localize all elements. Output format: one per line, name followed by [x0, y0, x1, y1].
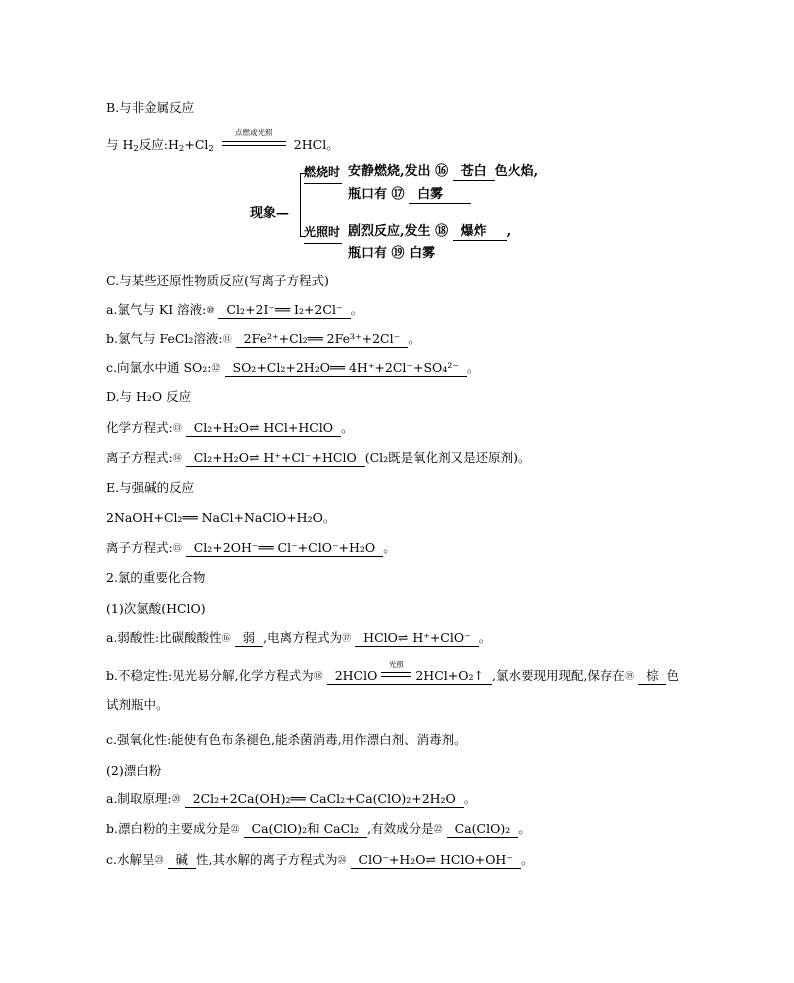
c-a-line: a.氯气与 KI 溶液:⑩ Cl₂+2I⁻══ I₂+2Cl⁻ 。 — [106, 302, 364, 317]
light-line-2: 瓶口有 ⑲ 白雾 — [348, 246, 436, 261]
reaction-condition: 点燃或光照 — [222, 141, 286, 146]
light-label: 光照时 — [304, 225, 341, 239]
c-c-line: c.向氯水中通 SO₂:⑫ SO₂+Cl₂+2H₂O══ 4H⁺+2Cl⁻+SO₄²⁻ 。 — [106, 360, 480, 375]
hclo-instability-line-2: 试剂瓶中。 — [106, 697, 169, 712]
h2-reaction-line: 与 $H_2$反应$:H_2+Cl_2$ 点燃或光照 2HCl。 — [106, 128, 339, 154]
d-chem-eq-line: 化学方程式:⑬ Cl₂+H₂O⇌ HCl+HClO 。 — [106, 420, 354, 435]
hclo-acidity-line: a.弱酸性:比碳酸酸性⑯ 弱 ,电离方程式为⑰ HClO⇌ H⁺+ClO⁻ 。 — [106, 630, 492, 645]
section-2-2-title: (2)漂白粉 — [106, 763, 162, 778]
hclo-oxidizing-line: c.强氧化性:能使有色布条褪色,能杀菌消毒,用作漂白剂、消毒剂。 — [106, 732, 467, 747]
bleach-principle-line: a.制取原理:⑳ 2Cl₂+2Ca(OH)₂══ CaCl₂+Ca(ClO)₂+2H₂O 。 — [106, 791, 477, 806]
phenomenon-bracket — [300, 173, 301, 236]
burn-line-2: 瓶口有 ⑰ 白雾 — [348, 186, 471, 204]
section-2-1-title: (1)次氯酸(HClO) — [106, 601, 206, 616]
section-c-title: C.与某些还原性物质反应(写离子方程式) — [106, 273, 329, 288]
hclo-instability-line: b.不稳定性:见光易分解,化学方程式为⑱ 2HClO 光照 2HCl+O₂↑ ,氯水要现用现配,保存在⑲ 棕 色 — [106, 660, 679, 683]
d-ion-eq-line: 离子方程式:⑭ Cl₂+H₂O⇌ H⁺+Cl⁻+HClO (Cl₂既是氧化剂又是还原剂)。 — [106, 450, 531, 465]
section-2-title: 2.氯的重要化合物 — [106, 570, 206, 585]
section-b-title: B.与非金属反应 — [106, 100, 195, 115]
e-chem-eq-line: 2NaOH+Cl₂══ NaCl+NaClO+H₂O。 — [106, 510, 336, 525]
section-e-title: E.与强碱的反应 — [106, 480, 195, 495]
e-ion-eq-line: 离子方程式:⑮ Cl₂+2OH⁻══ Cl⁻+ClO⁻+H₂O 。 — [106, 540, 396, 555]
burn-line-1: 安静燃烧,发出 ⑯ 苍白 色火焰, — [348, 164, 539, 179]
light-line-1: 剧烈反应,发生 ⑱ 爆炸 , — [348, 224, 512, 239]
c-b-line: b.氯气与 FeCl₂溶液:⑪ 2Fe²⁺+Cl₂══ 2Fe³⁺+2Cl⁻ 。 — [106, 331, 421, 346]
burn-label: 燃烧时 — [304, 165, 341, 179]
bleach-hydrolysis-line: c.水解呈㉓ 碱 性,其水解的离子方程式为㉔ ClO⁻+H₂O⇌ HClO+OH⁻ 。 — [106, 852, 534, 867]
section-d-title: D.与 H₂O 反应 — [106, 389, 192, 404]
phenomenon-label: 现象— — [250, 206, 290, 221]
bleach-components-line: b.漂白粉的主要成分是㉑ Ca(ClO)₂和 CaCl₂ ,有效成分是㉒ Ca(ClO)₂ 。 — [106, 821, 531, 836]
